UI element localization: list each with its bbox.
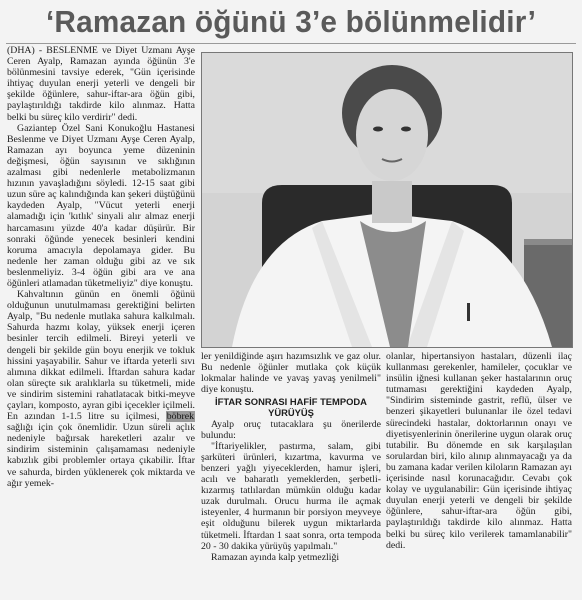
paragraph: Ayalp oruç tutacaklara şu önerilerde bulundu:: [201, 418, 381, 441]
paragraph-intro: (DHA) - BESLENME ve Diyet Uzmanı Ayşe Ceren Ayalp, Ramazan ayında öğünün 3'e bölünmesini tavsiye ederek, "Gün içerisinde ihtiyaç duyulan enerji yeterli ve dengeli bir şekilde öğünlere, sahur-iftar-ara öğün gibi, paylaştırıldığı takdirde kilo alınmaz. Hatta belki bu süreç kilo verdirir" dedi.: [7, 45, 195, 123]
paragraph: Gaziantep Özel Sani Konukoğlu Hastanesi Beslenme ve Diyet Uzmanı Ayşe Ceren Ayalp, Ramazan ayı boyunca yeme düzeninin değişmesi, öğün sayısının ve sıklığının azalması gibi nedenlerle metabolizmanın hızının yavaşladığını söyledi. 12-15 saat gibi uzun süre aç kalındığında kan şekeri düştüğünü kaydeden Ayalp, "Vücut yeterli enerji alamadığı için 'kıtlık' sinyali alır almaz enerji harcamasını yüzde 40'a kadar düşürür. Bir sonraki öğünde yenecek besinleri kendini koruma amacıyla depolamaya gider. Bu nedenle her zaman olduğu gibi az ve sık beslenmeliyiz. 3-4 öğün gibi ara ve ana öğünleri atlamadan tüketmeliyiz" diye konuştu.: [7, 122, 195, 289]
paragraph: Ramazan ayında kalp yetmezliği: [211, 551, 340, 563]
subheading: İFTAR SONRASI HAFİF TEMPODA YÜRÜYÜŞ: [215, 396, 367, 418]
paragraph-text: sağlığı için çok önemlidir. Uzun süreli açlık nedeniyle bağırsak hareketleri azalır ve sindirim sisteminin çalışamaması nedeniyle kabızlık gibi problemler ortaya çıkabilir. İftar ve sahurda, birden yüklenerek çok miktarda ve ağır yemek-: [7, 422, 195, 489]
headline: ‘Ramazan öğünü 3’e bölünmelidir’: [45, 4, 537, 39]
paragraph: ler yenildiğinde aşırı hazımsızlık ve gaz olur. Bu nedenle öğünler mutlaka çok küçük lokmalar halinde ve yavaş yavaş yenilmeli" diye konuştu.: [201, 351, 381, 396]
paragraph-text: Kahvaltının günün en önemli öğünü olduğunun unutulmaması gerektiğini belirten Ayalp, "Bu nedenle mutlaka sahura kalkılmalı. Sahurda hazmı kolay, yüksek enerji içeren besinler tercih edilmeli. Bireyi yeterli ve dengeli bir şekilde gün boyu enerjik ve tokluk hissini yaşayabilir. Sahur ve iftarda yeterli sıvı alımına dikkat edilmeli. İftardan sahura kadar olan süreçte sık aralıklarla su tüketmeli, mide ve sindirim sistemini rahatlatacak bitki-meyve çayları, komposto, ayran gibi içecekler içilmeli. En azından 1-1.5 litre su içilmesi,: [7, 289, 195, 423]
article-photo: [201, 52, 573, 348]
article-column-2: [201, 351, 381, 563]
paragraph: "İftariyelikler, pastırma, salam, gibi şarküteri ürünleri, kızartma, kavurma ve benzeri yağlı yiyeceklerden, hamur işleri, acılı ve baharatlı yemeklerden, şerbetli-kızarmış tatlılardan mümkün olduğu kadar uzak durulmalı. Orucu hurma ile açmak isteyenler, 4 hurmanın bir porsiyon meyveye eşit olduğunu bilerek uygun miktarlarda tüketmeli. İftardan 1 saat sonra, orta tempoda 20 - 30 dakika yürüyüş yapılmalı.": [201, 440, 381, 552]
highlighted-word: böbrek: [166, 411, 194, 423]
article-column-3: [386, 351, 572, 551]
article-column-1: [7, 45, 195, 489]
headline-rule: [6, 43, 576, 44]
paragraph: olanlar, hipertansiyon hastaları, düzenli ilaç kullanması gerekenler, hamileler, çocuklar ve insülin iğnesi kullanan şeker hastalarının oruç tutmaması gerektiğini kaydeden Ayalp, "Sindirim sisteminde gastrit, reflü, ülser ve benzeri şikayetleri bulunanlar ile özel tedavi sürecindeki hastalar, doktorlarının onayı ve diyetisyenlerinin önerilerine uygun olarak oruç tutabilir. Bu dönemde en sık karşılaşılan sorulardan biri, kilo alınıp alınmayacağı ya da bu zamana kadar verilen kiloların Ramazan ayı içerisinde nasıl korunacağıdır. Cevabı çok kolay ve uygulanabilir: Gün içerisinde ihtiyaç duyulan enerji yeterli ve dengeli bir şekilde öğünlere, sahur-iftar-ara öğün gibi, paylaştırıldığı takdirde kilo alınmaz. Hatta belki bu süreç kilo verilerek tamamlanabilir" dedi.: [386, 351, 572, 551]
paragraph: [7, 289, 195, 489]
